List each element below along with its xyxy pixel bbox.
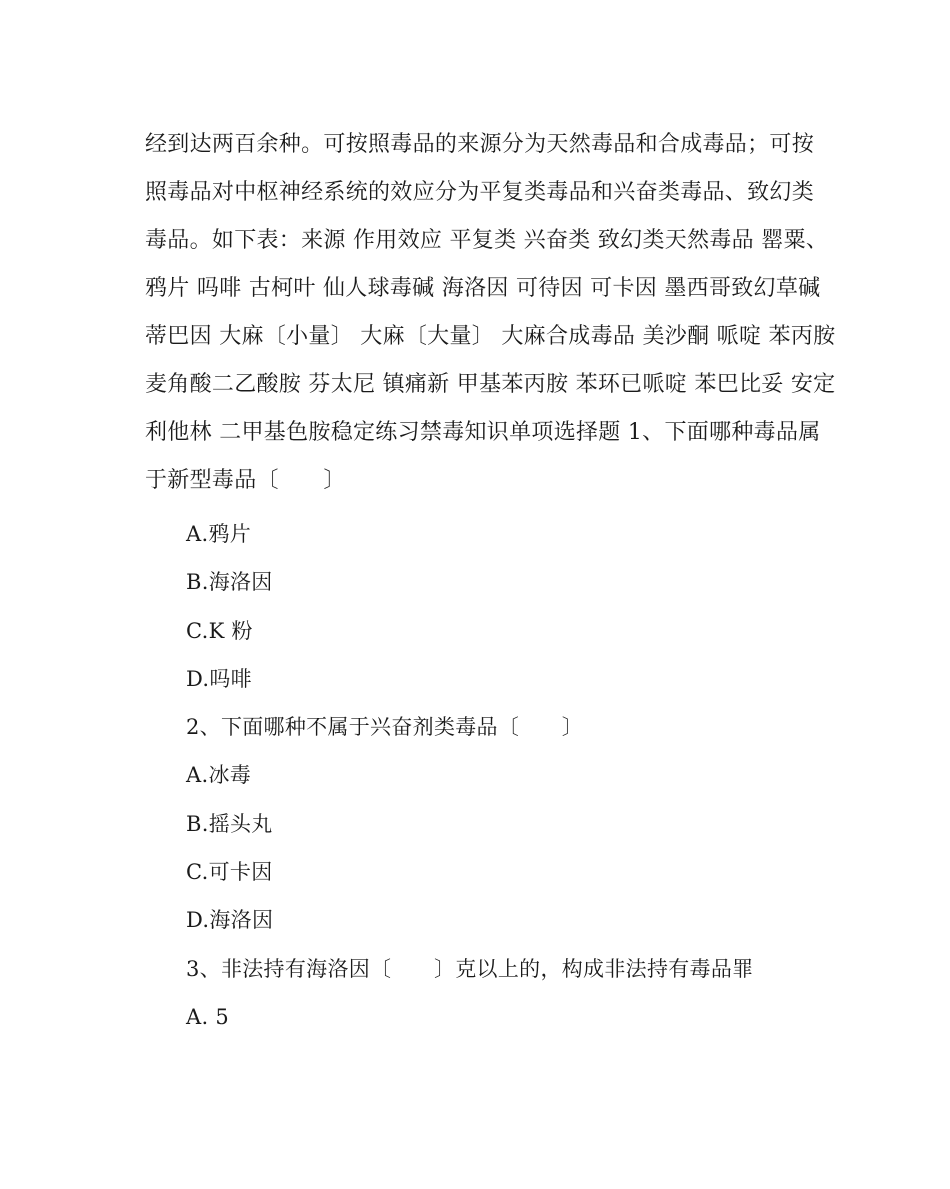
- q1-option-b: B.海洛因: [186, 570, 273, 594]
- intro-line: 经到达两百余种。可按照毒品的来源分为天然毒品和合成毒品；可按: [145, 132, 815, 157]
- q1-option-d: D.吗啡: [186, 667, 252, 691]
- intro-line: 鸦片 吗啡 古柯叶 仙人球毒碱 海洛因 可待因 可卡因 墨西哥致幻草碱: [145, 276, 821, 301]
- q2-option-a: A.冰毒: [186, 763, 252, 787]
- intro-paragraph: [145, 121, 836, 505]
- q1-option-c: C.K 粉: [186, 619, 253, 643]
- q2-stem: 2、下面哪种不属于兴奋剂类毒品〔 〕: [186, 715, 584, 739]
- q3-stem: 3、非法持有海洛因〔 〕克以上的，构成非法持有毒品罪: [186, 957, 754, 981]
- q3-option-a: A. 5: [186, 1005, 230, 1029]
- q2-option-c: C.可卡因: [186, 860, 273, 884]
- intro-line: 蒂巴因 大麻〔小量〕 大麻〔大量〕 大麻合成毒品 美沙酮 哌啶 苯丙胺: [145, 324, 836, 349]
- q1-option-a: A.鸦片: [186, 522, 252, 546]
- intro-line: 麦角酸二乙酸胺 芬太尼 镇痛新 甲基苯丙胺 苯环已哌啶 苯巴比妥 安定: [145, 372, 836, 397]
- question-1-stem-end: 于新型毒品〔 〕: [145, 468, 346, 493]
- q2-option-d: D.海洛因: [186, 908, 274, 932]
- intro-line: 利他林 二甲基色胺稳定练习禁毒知识单项选择题 1、下面哪种毒品属: [145, 420, 821, 445]
- intro-line: 照毒品对中枢神经系统的效应分为平复类毒品和兴奋类毒品、致幻类: [145, 180, 815, 205]
- intro-line: 毒品。如下表：来源 作用效应 平复类 兴奋类 致幻类天然毒品 罂粟、: [145, 228, 829, 253]
- q2-option-b: B.摇头丸: [186, 812, 273, 836]
